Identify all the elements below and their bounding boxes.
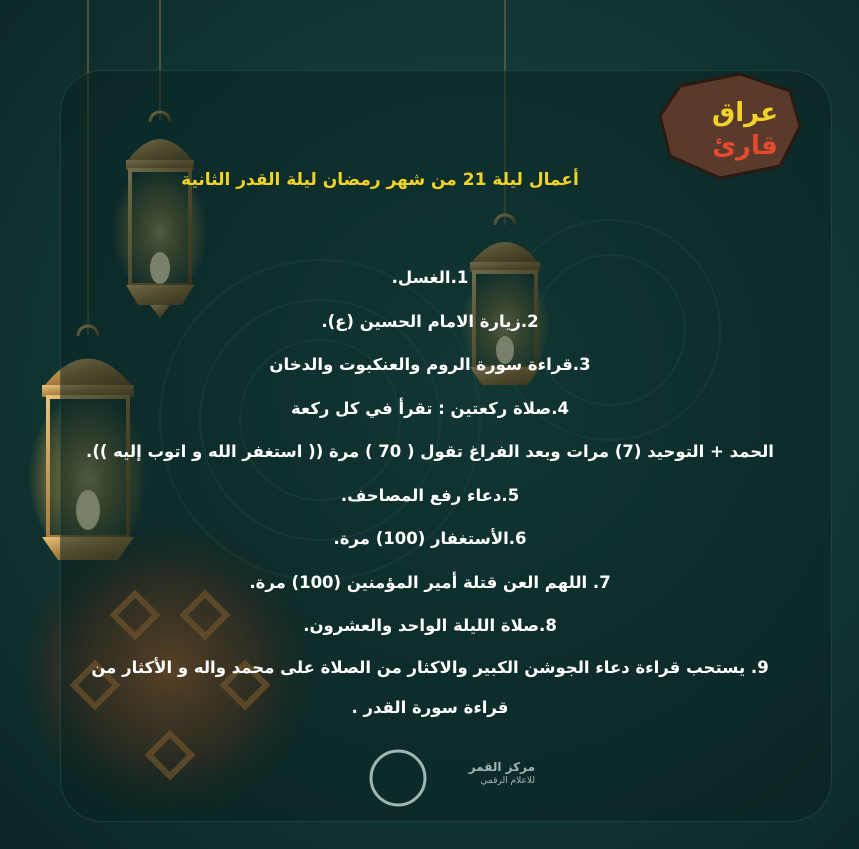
- list-item: 9. يستحب قراءة دعاء الجوشن الكبير والاكثار من الصلاة على محمد واله و الأكثار من قراءة سورة القدر .: [91, 657, 769, 717]
- list-item: الحمد + التوحيد (7) مرات وبعد الفراغ تقول ( 70 ) مرة (( استغفر الله و اتوب إليه )).: [86, 442, 774, 461]
- logo-line2: قارئ: [712, 131, 778, 161]
- list-item: 7. اللهم العن قتلة أمير المؤمنين (100) مرة.: [249, 572, 611, 592]
- list-item: 4.صلاة ركعتين : تقرأ في كل ركعة: [291, 398, 569, 418]
- brand-text: [455, 760, 535, 787]
- list-item: 8.صلاة الليلة الواحد والعشرون.: [303, 616, 557, 635]
- list-item: 5.دعاء رفع المصاحف.: [340, 485, 520, 505]
- list-item: 6.الأستغفار (100) مرة.: [333, 529, 527, 548]
- logo-line1: عراق: [711, 98, 779, 128]
- list-item: 2.زيارة الامام الحسين (ع).: [321, 311, 539, 331]
- brand-name: مركز القمر: [468, 760, 535, 774]
- deeds-list: [60, 256, 800, 728]
- list-item: 3.قراءة سورة الروم والعنكبوت والدخان: [269, 355, 591, 374]
- crescent-icon: [371, 751, 425, 805]
- iraq-reader-logo: [650, 66, 810, 186]
- brand-tagline: للاعلام الرقمي: [480, 776, 535, 786]
- page-title: أعمال ليلة 21 من شهر رمضان ليلة القدر الثانية: [181, 170, 579, 190]
- list-item: 1.الغسل.: [391, 268, 469, 287]
